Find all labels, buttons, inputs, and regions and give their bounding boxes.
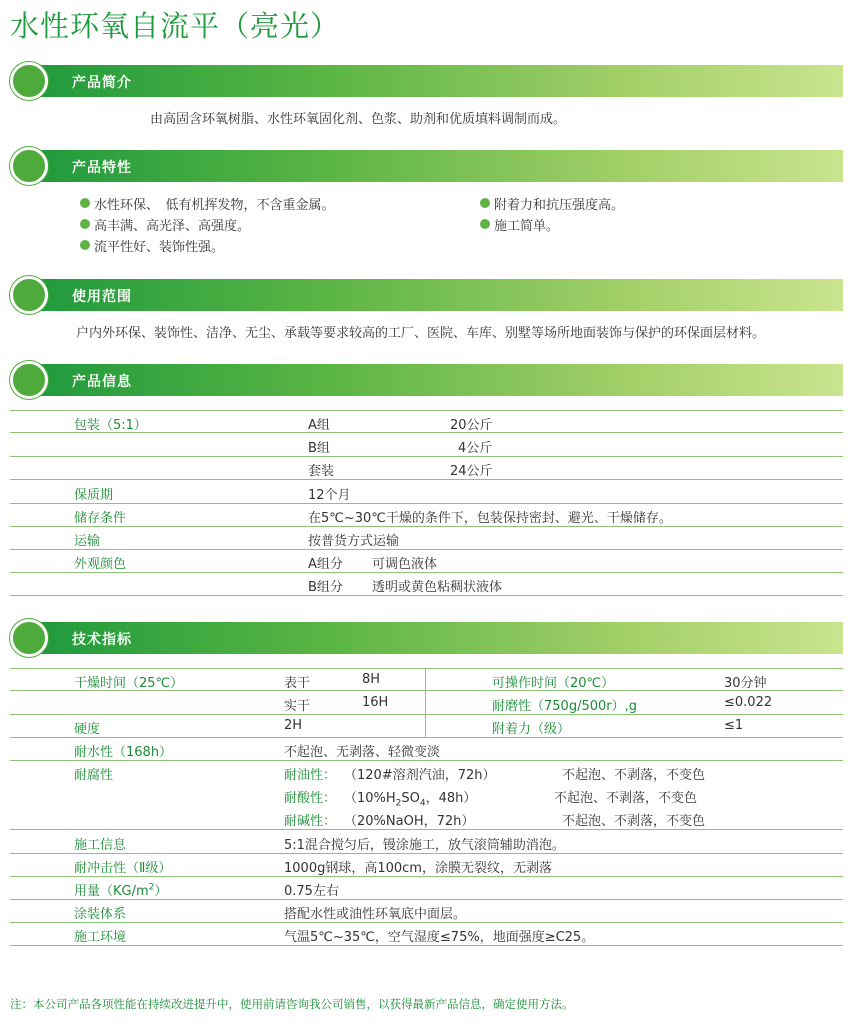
table-row: [10, 831, 843, 854]
surface-dry-name: 表干: [284, 676, 311, 691]
section-circle-icon: [10, 147, 48, 185]
table-row: [10, 715, 843, 738]
section-title-scope: 使用范围: [72, 289, 132, 305]
page-title: 水性环氧自流平（亮光）: [10, 9, 341, 43]
acid-cond-part: （10%H: [344, 791, 396, 806]
adhesion-label: 附着力（级）: [492, 722, 571, 737]
table-row: [10, 668, 843, 691]
system-value: 搭配水性或油性环氧底中面层。: [284, 907, 467, 922]
feature-text: 高丰满、高光泽、高强度。: [94, 219, 251, 234]
scope-text: 户内外环保、装饰性、洁净、无尘、承载等要求较高的工厂、医院、车库、别墅等场所地面装饰与保护的环保面层材料。: [76, 326, 766, 341]
section-bar: [32, 622, 843, 654]
feature-item: [80, 236, 224, 255]
acid-cond-part: ，48h）: [425, 791, 477, 806]
shelf-label: 保质期: [74, 488, 114, 503]
usage-label: [74, 880, 167, 899]
pack-a-name: A组: [308, 418, 330, 433]
hard-dry-value: 16H: [362, 695, 389, 710]
section-bar: [32, 364, 843, 396]
usage-label-superscript: 2: [148, 882, 155, 893]
surface-dry-value: 8H: [362, 672, 381, 687]
transport-value: 按普货方式运输: [308, 534, 400, 549]
pack-set-name: 套装: [308, 464, 335, 479]
feature-text: 流平性好、装饰性强。: [94, 240, 225, 255]
shelf-value: 12个月: [308, 488, 351, 503]
transport-label: 运输: [74, 534, 101, 549]
usage-label-part: 用量（KG/m: [74, 884, 149, 899]
alkali-resistance-condition: （20%NaOH，72h）: [344, 814, 475, 829]
abrasion-label: 耐磨性（750g/500r）,g: [492, 699, 637, 714]
table-row: [10, 410, 843, 433]
pack-a-value: 20公斤: [450, 418, 493, 433]
appearance-label: 外观颜色: [74, 557, 127, 572]
environment-value: 气温5℃~35℃，空气湿度≤75%，地面强度≥C25。: [284, 930, 595, 945]
environment-label: 施工环境: [74, 930, 127, 945]
appearance-a-value: 可调色液体: [372, 557, 438, 572]
section-circle-icon: [10, 62, 48, 100]
table-row: [10, 527, 843, 550]
alkali-resistance-result: 不起泡、不剥落，不变色: [562, 814, 706, 829]
water-resistance-label: 耐水性（168h）: [74, 745, 173, 760]
feature-text: 施工简单。: [494, 219, 560, 234]
appearance-a-name: A组分: [308, 557, 343, 572]
abrasion-value: ≤0.022: [724, 695, 773, 710]
acid-resistance-result: 不起泡、不剥落，不变色: [554, 791, 698, 806]
footer-note: 注：本公司产品各项性能在持续改进提升中，使用前请咨询我公司销售，以获得最新产品信息，确定使用方法。: [10, 997, 574, 1011]
table-row: [10, 573, 843, 596]
intro-text: 由高固含环氧树脂、水性环氧固化剂、色浆、助剂和优质填料调制而成。: [150, 112, 567, 127]
dry-time-label: 干燥时间（25℃）: [74, 676, 184, 691]
hard-dry-name: 实干: [284, 699, 311, 714]
table-row: [10, 807, 843, 830]
table-row: [10, 481, 843, 504]
section-circle-icon: [10, 276, 48, 314]
construction-value: 5:1混合搅匀后，镘涂施工，放气滚筒辅助消泡。: [284, 838, 565, 853]
storage-label: 储存条件: [74, 511, 127, 526]
table-row: [10, 900, 843, 923]
acid-resistance-name: 耐酸性：: [284, 791, 337, 806]
section-circle-icon: [10, 619, 48, 657]
bullet-dot-icon: [80, 198, 90, 208]
section-title-tech: 技术指标: [72, 632, 132, 648]
section-title-features: 产品特性: [72, 160, 132, 176]
bullet-dot-icon: [80, 240, 90, 250]
section-title-intro: 产品简介: [72, 75, 132, 91]
feature-item: [480, 194, 624, 213]
pot-life-value: 30分钟: [724, 676, 767, 691]
adhesion-value: ≤1: [724, 718, 744, 733]
appearance-b-value: 透明或黄色粘稠状液体: [372, 580, 503, 595]
table-row: [10, 854, 843, 877]
feature-item: [80, 194, 335, 213]
storage-value: 在5℃~30℃干燥的条件下，包装保持密封、避光、干燥储存。: [308, 511, 672, 526]
usage-label-part: ）: [154, 884, 168, 899]
alkali-resistance-name: 耐碱性：: [284, 814, 337, 829]
section-title-info: 产品信息: [72, 374, 132, 390]
packaging-label: 包装（5:1）: [74, 418, 147, 433]
impact-label: 耐冲击性（Ⅱ级）: [74, 861, 172, 876]
feature-item: [480, 215, 559, 234]
section-header-scope: [10, 276, 843, 314]
feature-item: [80, 215, 250, 234]
table-row: [10, 923, 843, 946]
section-header-intro: [10, 62, 843, 100]
impact-value: 1000g钢球，高100cm，涂膜无裂纹，无剥落: [284, 861, 552, 876]
pack-b-name: B组: [308, 441, 330, 456]
water-resistance-value: 不起泡、无剥落、轻微变淡: [284, 745, 441, 760]
feature-text: 水性环保、 低有机挥发物，不含重金属。: [94, 198, 335, 213]
bullet-dot-icon: [80, 219, 90, 229]
usage-value: 0.75左右: [284, 884, 339, 899]
acid-cond-subscript: 4: [419, 798, 426, 809]
oil-resistance-condition: （120#溶剂汽油，72h）: [344, 768, 496, 783]
table-row: [10, 434, 843, 457]
feature-text: 附着力和抗压强度高。: [494, 198, 625, 213]
hardness-value: 2H: [284, 718, 303, 733]
table-row: [10, 550, 843, 573]
pot-life-label: 可操作时间（20℃）: [492, 676, 615, 691]
construction-label: 施工信息: [74, 838, 127, 853]
system-label: 涂装体系: [74, 907, 127, 922]
section-bar: [32, 65, 843, 97]
oil-resistance-name: 耐油性：: [284, 768, 337, 783]
table-row: [10, 457, 843, 480]
pack-b-value: 4公斤: [458, 441, 493, 456]
pack-set-value: 24公斤: [450, 464, 493, 479]
table-row: [10, 504, 843, 527]
corrosion-label: 耐腐性: [74, 768, 114, 783]
bullet-dot-icon: [480, 198, 490, 208]
table-row: [10, 761, 843, 784]
section-header-info: [10, 361, 843, 399]
oil-resistance-result: 不起泡、不剥落，不变色: [562, 768, 706, 783]
hardness-label: 硬度: [74, 722, 101, 737]
section-bar: [32, 150, 843, 182]
appearance-b-name: B组分: [308, 580, 343, 595]
table-row: [10, 877, 843, 900]
section-circle-icon: [10, 361, 48, 399]
acid-cond-part: SO: [401, 791, 420, 806]
acid-cond-subscript: 2: [395, 798, 402, 809]
acid-resistance-condition: [344, 787, 476, 809]
table-row: [10, 738, 843, 761]
section-header-tech: [10, 619, 843, 657]
section-bar: [32, 279, 843, 311]
table-row: [10, 692, 843, 715]
section-header-features: [10, 147, 843, 185]
bullet-dot-icon: [480, 219, 490, 229]
table-row: [10, 784, 843, 807]
